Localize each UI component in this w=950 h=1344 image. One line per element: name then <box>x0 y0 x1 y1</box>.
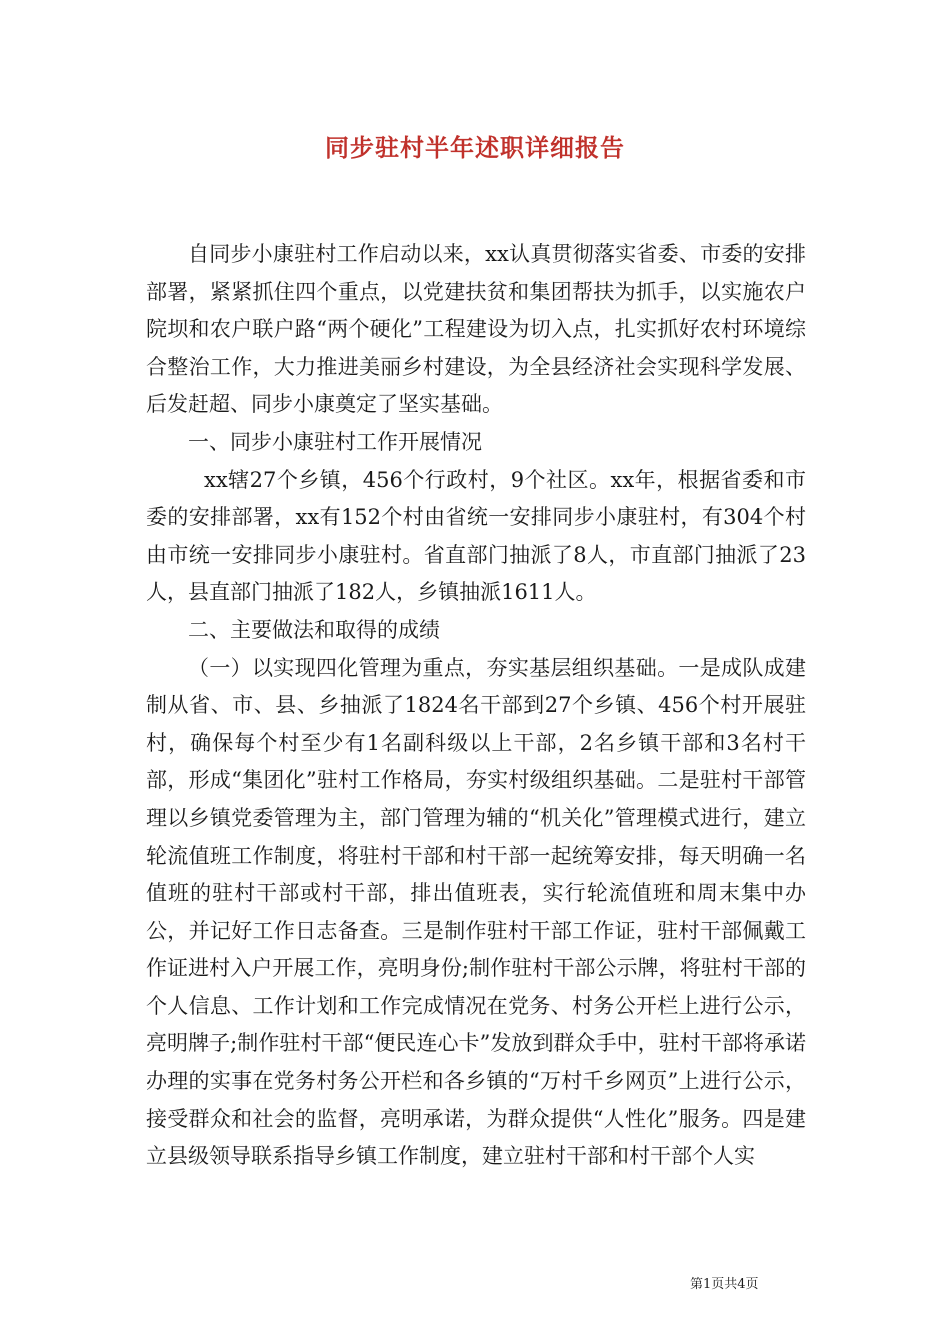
document-title: 同步驻村半年述职详细报告 <box>325 133 625 162</box>
paragraph-measures: （一）以实现四化管理为重点，夯实基层组织基础。一是成队成建制从省、市、县、乡抽派了1824名干部到27个乡镇、456个村开展驻村，确保每个村至少有1名副科级以上干部，2名乡镇干部和3名村干部，形成“集团化”驻村工作格局，夯实村级组织基础。二是驻村干部管理以乡镇党委管理为主，部门管理为辅的“机关化”管理模式进行，建立轮流值班工作制度，将驻村干部和村干部一起统筹安排，每天明确一名值班的驻村干部或村干部，排出值班表，实行轮流值班和周末集中办公，并记好工作日志备查。三是制作驻村干部工作证，驻村干部佩戴工作证进村入户开展工作，亮明身份;制作驻村干部公示牌，将驻村干部的个人信息、工作计划和工作完成情况在党务、村务公开栏上进行公示，亮明牌子;制作驻村干部“便民连心卡”发放到群众手中，驻村干部将承诺办理的实事在党务村务公开栏和各乡镇的“万村千乡网页”上进行公示，接受群众和社会的监督，亮明承诺，为群众提供“人性化”服务。四是建立县级领导联系指导乡镇工作制度，建立驻村干部和村干部个人实 <box>146 655 806 1169</box>
document-body <box>146 236 806 1176</box>
section-heading-1: 一、同步小康驻村工作开展情况 <box>188 429 482 454</box>
paragraph-intro: 自同步小康驻村工作启动以来，xx认真贯彻落实省委、市委的安排部署，紧紧抓住四个重点，以党建扶贫和集团帮扶为抓手，以实施农户院坝和农户联户路“两个硬化”工程建设为切入点，扎实抓好农村环境综合整治工作，大力推进美丽乡村建设，为全县经济社会实现科学发展、后发赶超、同步小康奠定了坚实基础。 <box>146 242 806 417</box>
section-heading-2: 二、主要做法和取得的成绩 <box>188 617 440 642</box>
page-number: 第1页共4页 <box>690 1277 759 1292</box>
paragraph-overview: xx辖27个乡镇，456个行政村，9个社区。xx年，根据省委和市委的安排部署，xx有152个村由省统一安排同步小康驻村，有304个村由市统一安排同步小康驻村。省直部门抽派了8人，市直部门抽派了23人，县直部门抽派了182人，乡镇抽派1611人。 <box>146 467 806 605</box>
